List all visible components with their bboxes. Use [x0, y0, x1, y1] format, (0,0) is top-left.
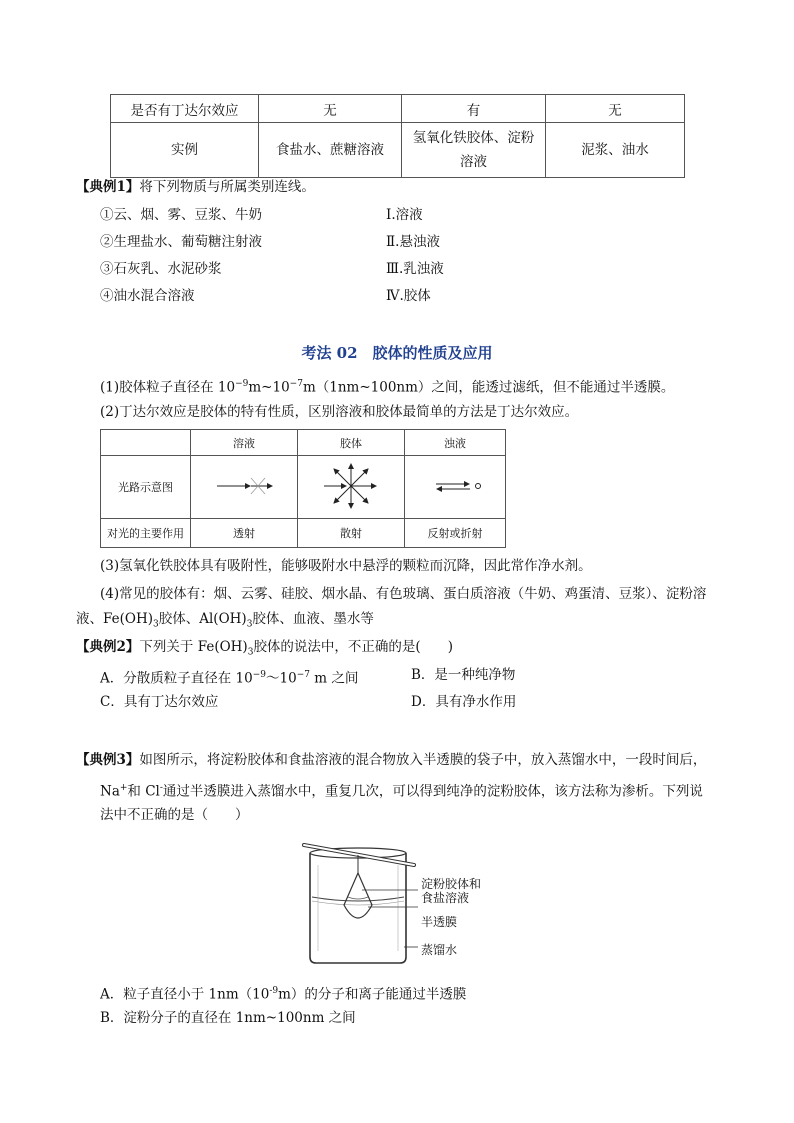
reflection-diagram-icon [420, 471, 490, 501]
option-a [100, 666, 358, 688]
example-tag: 【典例3】 [76, 752, 140, 768]
table-cell: 无 [546, 95, 685, 123]
text: A．分散质粒子直径在 10 [100, 670, 253, 687]
table-cell: 食盐水、蔗糖溶液 [259, 123, 402, 178]
table-row [101, 519, 506, 548]
text: ～10 [266, 670, 297, 687]
superscript: −9 [235, 379, 249, 389]
example-1-prompt [76, 178, 315, 196]
text: A．粒子直径小于 1nm（10 [100, 986, 270, 1003]
example-3-option-a [100, 982, 466, 1004]
example-2-prompt [76, 638, 453, 662]
table-cell [405, 456, 506, 519]
section-heading: 考法 02 胶体的性质及应用 [301, 344, 493, 362]
match-right-item: Ⅱ.悬浊液 [386, 234, 440, 250]
table-cell: 实例 [111, 123, 259, 178]
text: Na [100, 783, 120, 800]
match-right-item: Ⅳ.胶体 [386, 288, 431, 304]
superscript: - [159, 783, 163, 793]
table-cell [101, 430, 191, 456]
text: 如图所示，将淀粉胶体和食盐溶液的混合物放入半透膜的袋子中，放入蒸馏水中，一段时间后， [139, 752, 707, 768]
text: (1)胶体粒子直径在 10 [100, 379, 236, 396]
subscript: 3 [247, 647, 254, 658]
example-tag: 【典例2】 [76, 639, 140, 655]
light-path-table [100, 429, 506, 548]
match-left-item: ④油水混合溶液 [100, 288, 195, 304]
text: m）的分子和离子能通过半透膜 [278, 986, 467, 1003]
paragraph-2: (2)丁达尔效应是胶体的特有性质，区别溶液和胶体最简单的方法是丁达尔效应。 [100, 404, 579, 420]
text: m 之间 [309, 670, 359, 687]
table-cell: 胶体 [298, 430, 405, 456]
superscript: −9 [252, 670, 266, 680]
paragraph-1 [100, 375, 674, 397]
table-cell: 溶液 [191, 430, 298, 456]
paragraph-4-line-1: (4)常见的胶体有：烟、云雾、硅胶、烟水晶、有色玻璃、蛋白质溶液（牛奶、鸡蛋清、豆浆）、淀粉溶 [100, 586, 707, 602]
text: 液、Fe(OH) [76, 611, 153, 627]
match-left-item: ②生理盐水、葡萄糖注射液 [100, 234, 262, 250]
table-cell [402, 123, 546, 178]
table-row [111, 95, 685, 123]
text: 和 Cl [127, 783, 160, 800]
table-cell: 有 [402, 95, 546, 123]
table-cell: 反射或折射 [405, 519, 506, 548]
superscript: −7 [289, 379, 303, 389]
text: 胶体、血液、墨水等 [252, 611, 374, 627]
option-c: C．具有丁达尔效应 [100, 694, 219, 710]
match-left-item: ①云、烟、雾、豆浆、牛奶 [100, 207, 262, 223]
example-3-option-b: B．淀粉分子的直径在 1nm~100nm 之间 [100, 1010, 356, 1026]
cell-line: 溶液 [460, 154, 487, 170]
paragraph-4-line-2 [76, 610, 374, 634]
table-cell: 散射 [298, 519, 405, 548]
subscript: 3 [246, 619, 253, 630]
table-cell: 泥浆、油水 [546, 123, 685, 178]
match-right-item: Ⅲ.乳浊液 [386, 261, 444, 277]
table-row [101, 430, 506, 456]
table-cell: 是否有丁达尔效应 [111, 95, 259, 123]
figure-label-membrane: 半透膜 [421, 915, 458, 929]
example-3-line-1 [76, 751, 706, 769]
scattering-diagram-icon [316, 458, 386, 514]
superscript: -9 [269, 986, 279, 996]
figure-label-colloid-salt [421, 877, 481, 905]
text: m~10 [248, 379, 290, 396]
transmission-diagram-icon [209, 466, 279, 506]
match-left-item: ③石灰乳、水泥砂浆 [100, 261, 222, 277]
paragraph-3: (3)氢氧化铁胶体具有吸附性，能够吸附水中悬浮的颗粒而沉降，因此常作净水剂。 [100, 558, 592, 574]
table-row [111, 123, 685, 178]
table-cell: 对光的主要作用 [101, 519, 191, 548]
superscript: + [119, 783, 128, 793]
option-b: B．是一种纯净物 [411, 667, 516, 683]
text: 通过半透膜进入蒸馏水中，重复几次，可以得到纯净的淀粉胶体，该方法称为渗析。下列说 [162, 783, 703, 800]
table-cell: 无 [259, 95, 402, 123]
subscript: 3 [153, 619, 159, 630]
option-d: D．具有净水作用 [411, 694, 517, 710]
example-3-line-3: 法中不正确的是（ ） [100, 807, 249, 823]
example-3-line-2 [100, 779, 703, 801]
example-text: 将下列物质与所属类别连线。 [139, 179, 315, 195]
label-line: 淀粉胶体和 [421, 877, 482, 891]
table-cell [191, 456, 298, 519]
table-cell: 光路示意图 [101, 456, 191, 519]
table-cell: 浊液 [405, 430, 506, 456]
text: 下列关于 Fe(OH) [139, 639, 248, 655]
text: m（1nm~100nm）之间，能透过滤纸，但不能通过半透膜。 [302, 379, 675, 396]
match-right-item: Ⅰ.溶液 [386, 207, 423, 223]
table-row [101, 456, 506, 519]
figure-label-distilled-water: 蒸馏水 [421, 943, 458, 957]
table-cell: 透射 [191, 519, 298, 548]
superscript: −7 [296, 670, 310, 680]
table-cell [298, 456, 405, 519]
cell-line: 氢氧化铁胶体、淀粉 [412, 130, 535, 146]
comparison-table [110, 94, 685, 178]
example-tag: 【典例1】 [76, 179, 140, 195]
text: 胶体、Al(OH) [158, 611, 247, 627]
text: 胶体的说法中，不正确的是( ) [253, 639, 453, 655]
label-line: 食盐溶液 [421, 891, 470, 905]
